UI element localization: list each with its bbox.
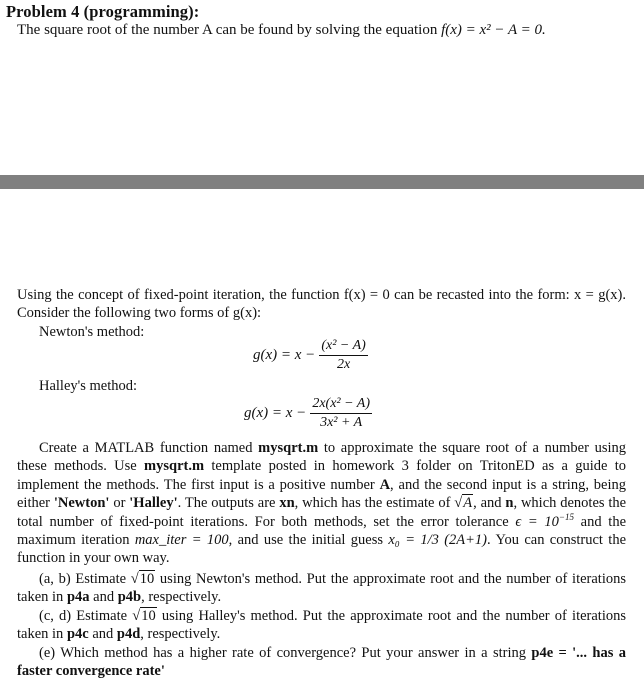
intro-paragraph: Using the concept of fixed-point iteration, the function f(x) = 0 can be recasted into the form: x = g(x). Consider the following two forms of g(x): — [17, 287, 626, 322]
problem-statement — [17, 21, 546, 39]
newton-denominator: 2x — [336, 357, 351, 372]
task-text-5: or — [113, 495, 126, 512]
task-text-11: , and use the initial guess — [228, 532, 384, 549]
halley-numerator: 2x(x² − A) — [310, 396, 372, 414]
output-n: n — [505, 495, 514, 512]
newton-fraction — [319, 338, 367, 373]
question-ab — [17, 570, 626, 607]
sqrt-10-ab-radicand: 10 — [139, 571, 155, 587]
sqrt-10-cd-radicand: 10 — [141, 608, 156, 624]
option-newton: 'Newton' — [53, 495, 110, 512]
newton-equation — [253, 338, 368, 373]
halley-denominator: 3x² + A — [320, 415, 363, 430]
var-p4c: p4c — [66, 626, 89, 643]
var-p4a: p4a — [66, 589, 90, 606]
task-text-12: . You can construct the function in your own way. — [17, 532, 627, 567]
option-halley: 'Halley' — [129, 495, 178, 512]
var-p4b: p4b — [117, 589, 142, 606]
input-a: A — [379, 476, 391, 493]
sqrt-a-radicand: A — [463, 495, 473, 512]
template-name: mysqrt.m — [144, 458, 205, 475]
sqrt-10-cd: √10 — [132, 608, 156, 624]
halley-lhs: g(x) = x − — [244, 405, 307, 421]
task-text-8: , and — [473, 495, 502, 512]
function-name: mysqrt.m — [258, 440, 319, 456]
output-xn: xn — [279, 495, 295, 512]
sqrt-10-ab: √10 — [130, 571, 155, 587]
task-text-6: . The outputs are — [177, 495, 276, 512]
question-cd — [17, 607, 626, 644]
statement-text: The square root of the number A can be found by solving the equation — [17, 22, 438, 38]
section-divider — [0, 175, 644, 189]
halley-fraction — [310, 396, 372, 431]
e-text-1: (e) Which method has a higher rate of convergence? Put your answer in a string — [39, 645, 526, 661]
var-p4d: p4d — [116, 626, 141, 643]
task-text-10: and the maximum iteration — [17, 513, 627, 549]
cd-and: and — [92, 626, 114, 643]
cd-text-2: using Halley's method. Put the approximate root and the number of iterations taken in — [17, 608, 627, 643]
max-iter: max_iter = 100 — [134, 532, 229, 549]
initial-guess: x₀ = 1/3 (2A+1) — [388, 532, 488, 549]
var-p4e: p4e = — [531, 645, 567, 661]
tolerance — [515, 511, 574, 530]
halley-equation — [244, 396, 372, 431]
halley-label: Halley's method: — [39, 378, 138, 394]
task-text-9: , which denotes the total number of fixed-point iterations. For both methods, set the error tolerance — [17, 495, 627, 530]
task-paragraph — [17, 439, 626, 568]
ab-text-2: using Newton's method. Put the approximate root and the number of iterations taken in — [17, 571, 626, 606]
task-text-3: template posted in homework 3 folder on TritonED as a guide to implement the methods. The first input is a positive number — [17, 458, 626, 493]
newton-numerator: (x² − A) — [319, 338, 367, 356]
e-answer: '... has a faster convergence rate' — [17, 645, 626, 680]
question-e — [17, 644, 626, 681]
task-text-7: , which has the estimate of — [294, 495, 451, 512]
newton-lhs: g(x) = x − — [253, 347, 316, 363]
sqrt-a: √A — [454, 495, 473, 512]
newton-label: Newton's method: — [39, 324, 145, 340]
task-text-2: to approximate the square root of a number using these methods. Use — [17, 440, 627, 475]
tolerance-exponent: −15 — [558, 511, 574, 522]
cd-text-1: (c, d) Estimate — [39, 608, 128, 624]
cd-text-3: , respectively. — [140, 626, 221, 643]
problem-title: Problem 4 (programming): — [6, 2, 200, 21]
ab-text-1: (a, b) Estimate — [39, 571, 127, 587]
ab-text-3: , respectively. — [141, 589, 222, 606]
task-text-4: , and the second input is a string, being either — [17, 476, 627, 512]
task-text-1: Create a MATLAB function named — [39, 440, 253, 456]
ab-and: and — [93, 589, 115, 606]
statement-equation: f(x) = x² − A = 0. — [441, 22, 546, 38]
tolerance-base: ϵ = 10 — [515, 513, 559, 530]
